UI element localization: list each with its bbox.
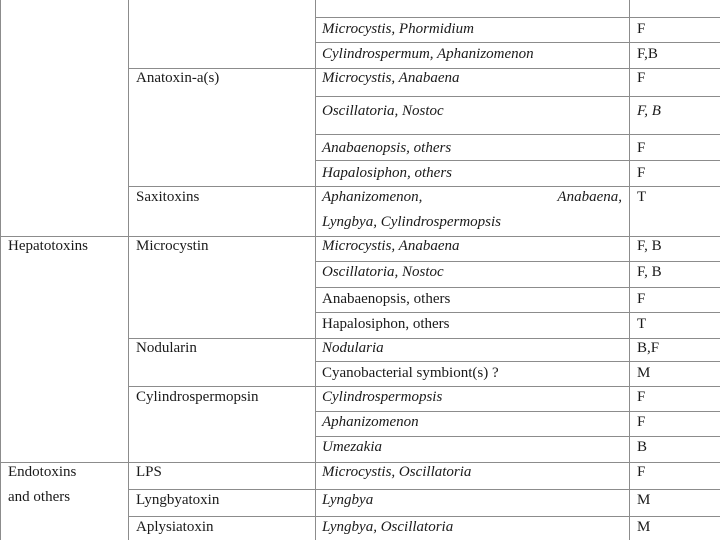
row-divider bbox=[315, 160, 720, 161]
toxin-cell: Anatoxin-a(s) bbox=[136, 70, 220, 86]
column-divider-organism bbox=[315, 0, 316, 540]
row-divider bbox=[128, 386, 720, 387]
habitat-cell: M bbox=[637, 365, 651, 381]
toxin-cell: Microcystin bbox=[136, 238, 209, 254]
organism-cell: Cyanobacterial symbiont(s) ? bbox=[322, 365, 499, 381]
column-divider-toxin bbox=[128, 0, 129, 540]
toxin-cell: Saxitoxins bbox=[136, 189, 200, 205]
organism-cell: Anabaenopsis, others bbox=[322, 291, 451, 307]
habitat-cell: F bbox=[637, 140, 646, 156]
habitat-cell: F bbox=[637, 21, 646, 37]
organism-cell: Oscillatoria, Nostoc bbox=[322, 264, 444, 280]
row-divider bbox=[315, 436, 720, 437]
toxin-cell: Lyngbyatoxin bbox=[136, 492, 220, 508]
habitat-cell: T bbox=[637, 316, 647, 332]
habitat-cell: M bbox=[637, 492, 651, 508]
toxin-cell: Nodularin bbox=[136, 340, 197, 356]
habitat-cell: F bbox=[637, 389, 646, 405]
row-divider bbox=[315, 261, 720, 262]
row-divider bbox=[315, 17, 720, 18]
row-divider bbox=[315, 361, 720, 362]
toxin-class-cell: Hepatotoxins bbox=[8, 238, 88, 254]
organism-cell bbox=[322, 188, 622, 206]
organism-part: Aphanizomenon, bbox=[322, 189, 423, 205]
toxin-class-cell: Endotoxins bbox=[8, 464, 77, 480]
organism-cell: Oscillatoria, Nostoc bbox=[322, 103, 444, 119]
organism-cell: Microcystis, Phormidium bbox=[322, 21, 474, 37]
organism-cell: Lyngbya bbox=[322, 492, 374, 508]
row-divider bbox=[128, 338, 720, 339]
habitat-cell: F, B bbox=[637, 238, 662, 254]
row-divider bbox=[315, 312, 720, 313]
column-divider-habitat bbox=[629, 0, 630, 540]
row-divider bbox=[315, 42, 720, 43]
organism-cell: Umezakia bbox=[322, 439, 382, 455]
organism-cell: Anabaenopsis, others bbox=[322, 140, 452, 156]
habitat-cell: F,B bbox=[637, 46, 658, 62]
habitat-cell: F bbox=[637, 414, 646, 430]
toxin-class-cell-line2: and others bbox=[8, 489, 71, 505]
organism-cell: Microcystis, Anabaena bbox=[322, 70, 460, 86]
habitat-cell: F bbox=[637, 291, 646, 307]
habitat-cell: M bbox=[637, 519, 651, 535]
toxin-cell: Aplysiatoxin bbox=[136, 519, 214, 535]
organism-cell: Cylindrospermopsis bbox=[322, 389, 443, 405]
habitat-cell: F bbox=[637, 70, 646, 86]
habitat-cell: F, B bbox=[637, 103, 661, 119]
habitat-cell: B,F bbox=[637, 340, 660, 356]
habitat-cell: F bbox=[637, 165, 646, 181]
organism-cell: Cylindrospermum, Aphanizomenon bbox=[322, 46, 534, 62]
organism-cell: Lyngbya, Oscillatoria bbox=[322, 519, 454, 535]
toxin-cell: LPS bbox=[136, 464, 162, 480]
row-divider bbox=[128, 489, 720, 490]
row-divider bbox=[315, 411, 720, 412]
row-divider bbox=[315, 134, 720, 135]
organism-cell: Nodularia bbox=[322, 340, 384, 356]
organism-cell: Aphanizomenon bbox=[322, 414, 419, 430]
organism-cell: Microcystis, Anabaena bbox=[322, 238, 460, 254]
toxin-cell: Cylindrospermopsin bbox=[136, 389, 259, 405]
row-divider bbox=[128, 186, 720, 187]
organism-part: Anabaena, bbox=[557, 189, 622, 205]
habitat-cell: B bbox=[637, 439, 648, 455]
habitat-cell: F, B bbox=[637, 264, 662, 280]
row-divider bbox=[315, 287, 720, 288]
organism-cell-line2: Lyngbya, Cylindrospermopsis bbox=[322, 214, 501, 230]
organism-cell: Hapalosiphon, others bbox=[322, 165, 453, 181]
habitat-cell: T bbox=[637, 189, 647, 205]
habitat-cell: F bbox=[637, 464, 646, 480]
organism-cell: Microcystis, Oscillatoria bbox=[322, 464, 472, 480]
row-divider bbox=[315, 96, 720, 97]
row-divider bbox=[128, 516, 720, 517]
table-border-left bbox=[0, 0, 1, 540]
organism-cell: Hapalosiphon, others bbox=[322, 316, 450, 332]
